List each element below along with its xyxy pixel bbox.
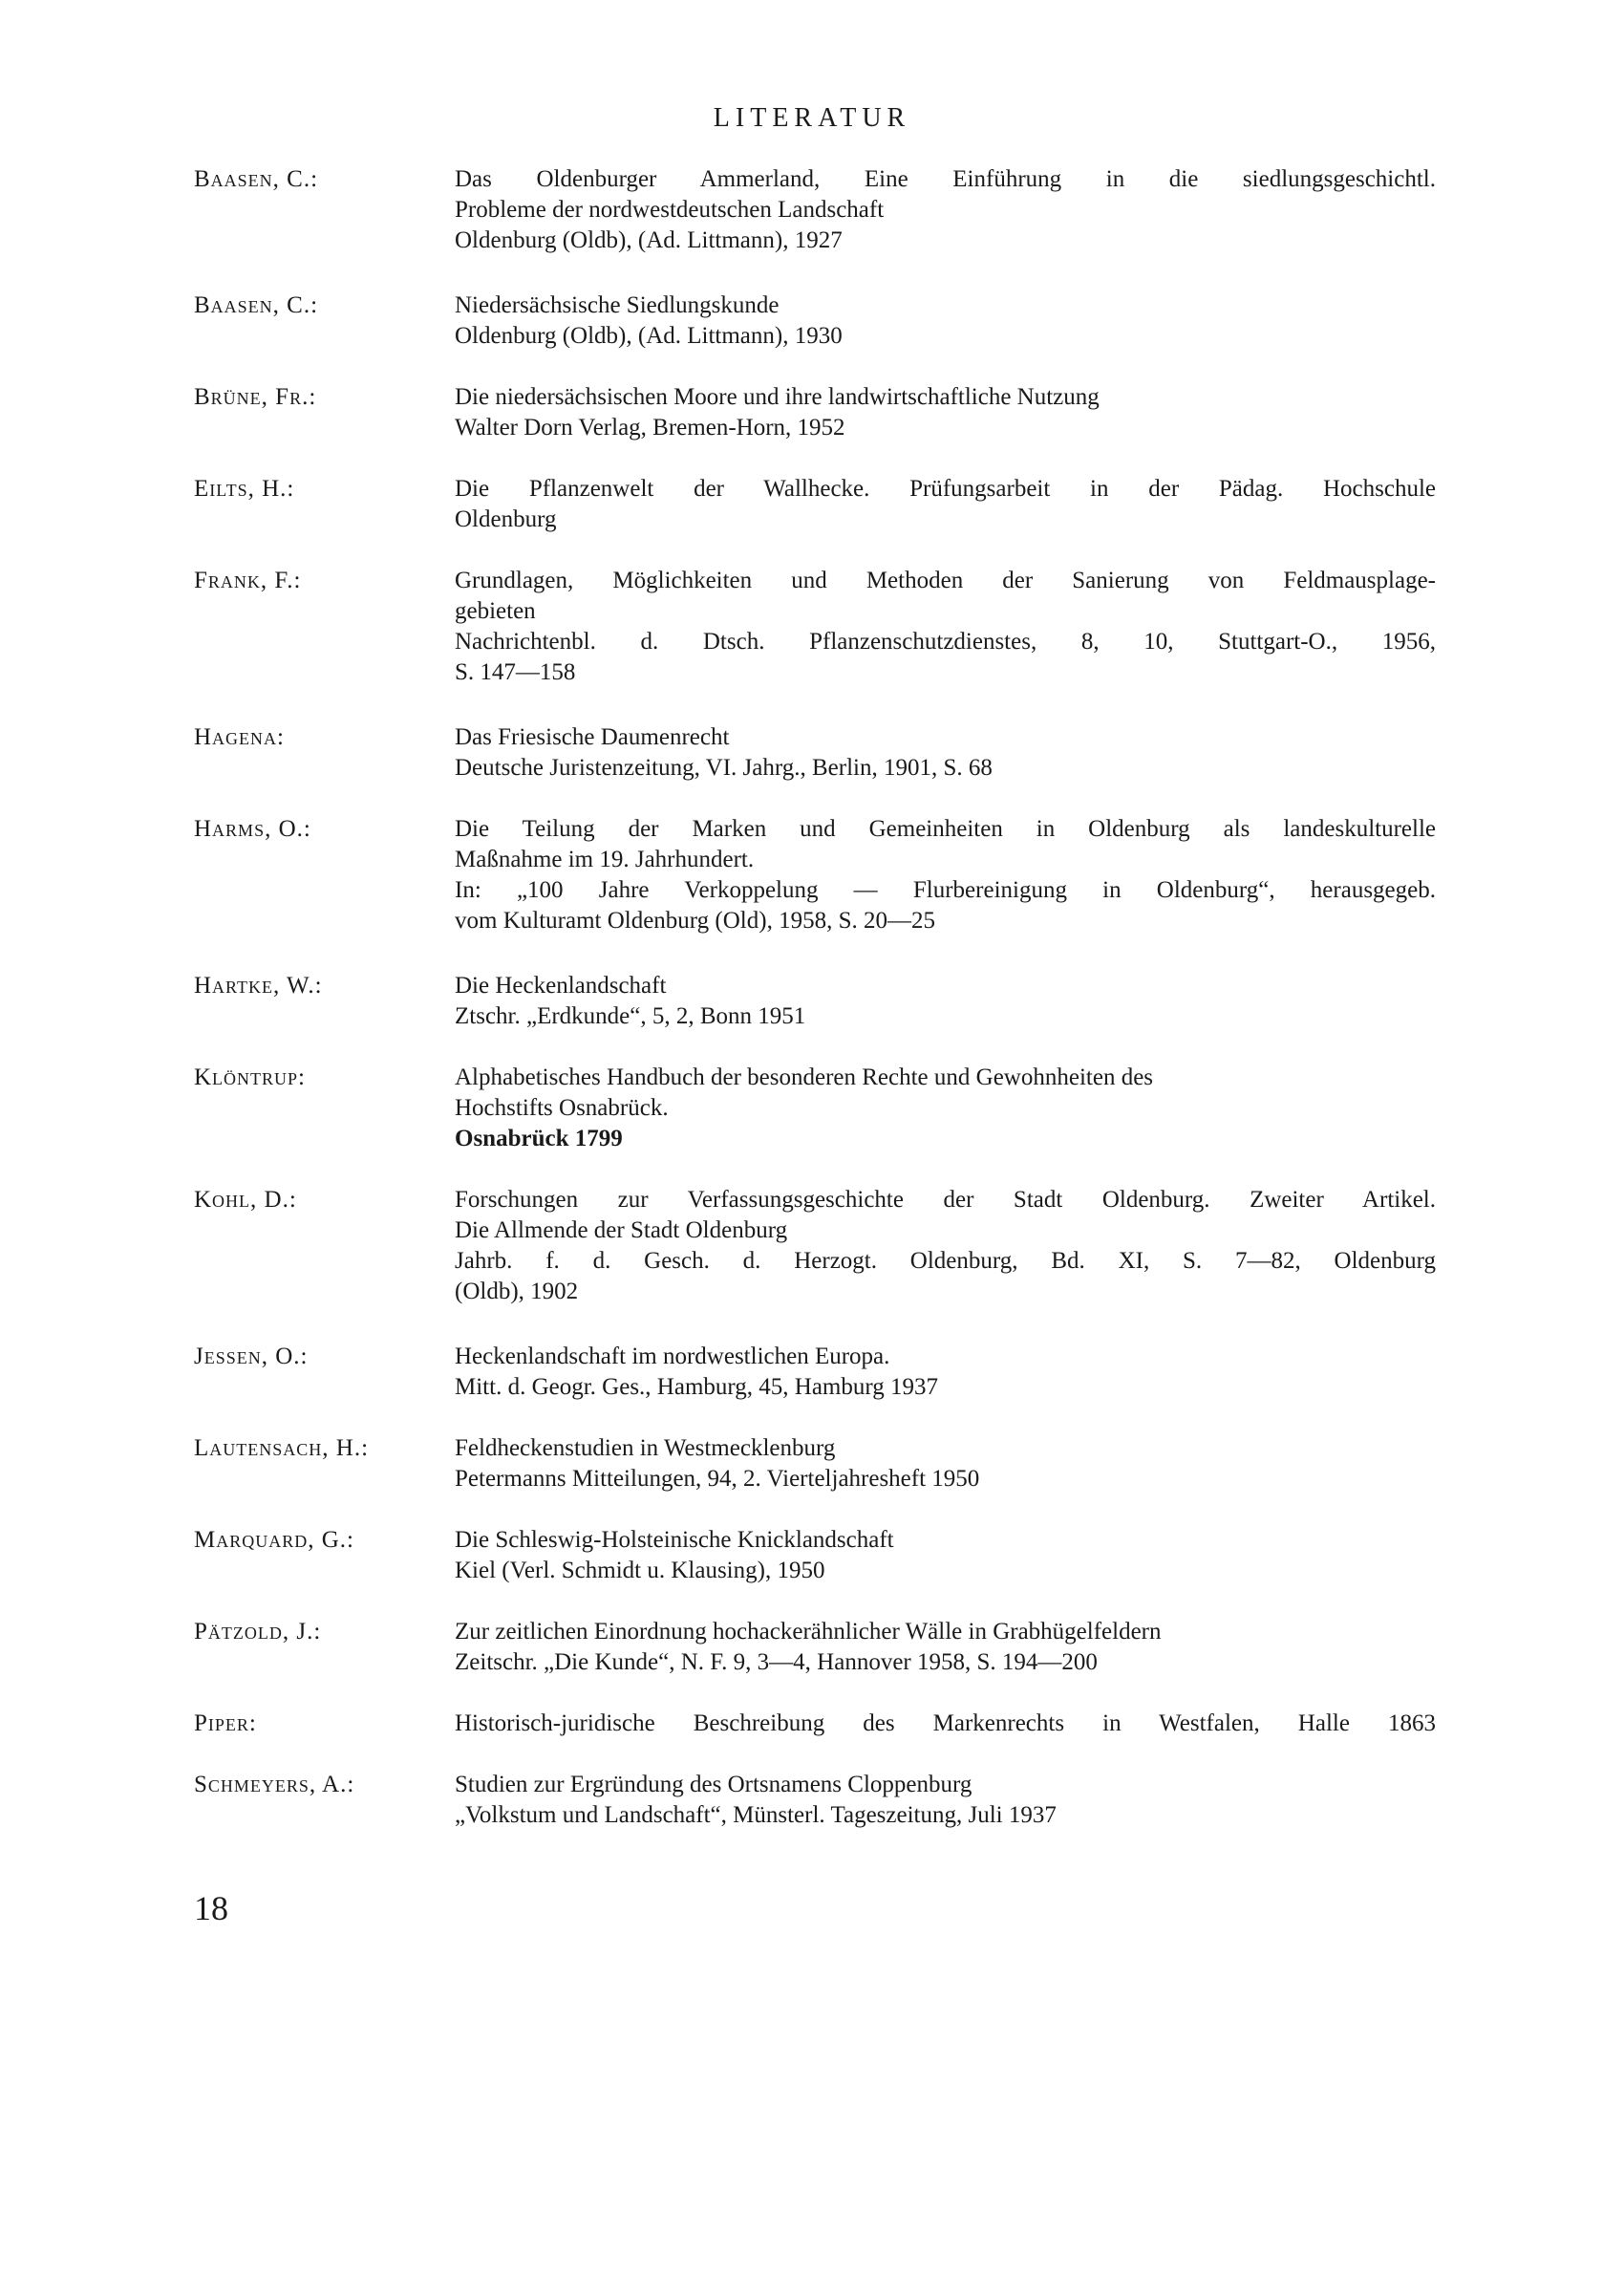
entry-reference [455,290,1436,352]
bibliography-entry [194,164,1436,256]
entry-reference-line: Die Teilung der Marken und Gemeinheiten in Oldenburg als landeskulturelle [455,816,1436,842]
bibliography-entry [194,566,1436,688]
entry-reference-line: Das Friesische Daumenrecht [455,724,730,750]
bibliography-entry [194,1709,1436,1739]
entry-reference-line: Niedersächsische Siedlungskunde [455,292,780,318]
bibliography-entry [194,1433,1436,1494]
entry-reference [455,1617,1436,1678]
entry-reference-line: Oldenburg (Oldb), (Ad. Littmann), 1927 [455,227,843,253]
entry-reference-line: Forschungen zur Verfassungsgeschichte der Stadt Oldenburg. Zweiter Artikel. [455,1187,1436,1213]
entry-reference-line: Das Oldenburger Ammerland, Eine Einführung in die siedlungsgeschichtl. [455,166,1436,192]
entry-author: Brüne, Fr.: [194,384,317,410]
entry-author: Hagena: [194,724,285,750]
entry-reference [455,1525,1436,1586]
bibliography-entry [194,474,1436,535]
entry-reference-line: Petermanns Mitteilungen, 94, 2. Vierteljahresheft 1950 [455,1466,980,1492]
entry-reference-line: Ztschr. „Erdkunde“, 5, 2, Bonn 1951 [455,1003,806,1029]
entry-author: Lautensach, H.: [194,1435,370,1461]
page-number: 18 [194,1889,228,1927]
bibliography-entry [194,1525,1436,1586]
entry-reference-line: In: „100 Jahre Verkoppelung — Flurbereinigung in Oldenburg“, herausgegeb. [455,877,1436,903]
bibliography-entry [194,290,1436,352]
entry-reference [455,474,1436,535]
entry-reference-line: Probleme der nordwestdeutschen Landschaft [455,197,885,223]
entry-author: Kohl, D.: [194,1187,297,1213]
entry-reference-line: Die Allmende der Stadt Oldenburg [455,1217,788,1243]
page-title: LITERATUR [713,103,911,133]
entry-author: Baasen, C.: [194,292,319,318]
entry-reference-line: S. 147—158 [455,659,576,685]
entry-author: Eilts, H.: [194,476,295,502]
entry-reference-line: Oldenburg (Oldb), (Ad. Littmann), 1930 [455,323,843,349]
entry-author: Frank, F.: [194,568,302,593]
entry-reference-line: Osnabrück 1799 [455,1126,623,1151]
entry-author: Jessen, O.: [194,1344,309,1369]
entry-reference-line: Heckenlandschaft im nordwestlichen Europa. [455,1344,890,1369]
entry-reference-line: Zeitschr. „Die Kunde“, N. F. 9, 3—4, Hannover 1958, S. 194—200 [455,1649,1098,1675]
bibliography-entry [194,382,1436,443]
entry-reference [455,1342,1436,1403]
entry-reference [455,382,1436,443]
bibliography-entry [194,814,1436,936]
bibliography-entry [194,1617,1436,1678]
entry-author: Pätzold, J.: [194,1619,322,1645]
entry-author: Hartke, W.: [194,973,323,999]
bibliography-entry [194,1063,1436,1154]
entry-reference [455,566,1436,688]
entry-reference-line: Mitt. d. Geogr. Ges., Hamburg, 45, Hamburg 1937 [455,1374,938,1400]
entry-reference-line: Deutsche Juristenzeitung, VI. Jahrg., Berlin, 1901, S. 68 [455,755,993,781]
entry-author: Baasen, C.: [194,166,319,192]
entry-reference-line: (Oldb), 1902 [455,1279,579,1304]
entry-reference [455,1185,1436,1307]
entry-reference-line: Walter Dorn Verlag, Bremen-Horn, 1952 [455,415,845,441]
bibliography-entry [194,722,1436,784]
entry-author: Harms, O.: [194,816,311,842]
entry-reference [455,1770,1436,1831]
entry-reference-line: Die Heckenlandschaft [455,973,667,999]
entry-author: Piper: [194,1710,257,1736]
entry-reference-line: Oldenburg [455,506,557,532]
entry-reference-line: Studien zur Ergründung des Ortsnamens Cloppenburg [455,1772,972,1797]
entry-reference-line: „Volkstum und Landschaft“, Münsterl. Tageszeitung, Juli 1937 [455,1802,1057,1828]
entry-reference-line: vom Kulturamt Oldenburg (Old), 1958, S. 20—25 [455,908,935,934]
entry-reference [455,971,1436,1032]
bibliography-entry [194,1770,1436,1831]
entry-reference-line: gebieten [455,598,536,624]
entry-author: Schmeyers, A.: [194,1772,355,1797]
bibliography-entry [194,1185,1436,1307]
entry-author: Klöntrup: [194,1064,307,1090]
entry-reference [455,814,1436,936]
entry-author: Marquard, G.: [194,1527,354,1553]
entry-reference [455,1433,1436,1494]
entry-reference-line: Hochstifts Osnabrück. [455,1095,669,1121]
entry-reference-line: Die Pflanzenwelt der Wallhecke. Prüfungsarbeit in der Pädag. Hochschule [455,476,1436,502]
entry-reference-line: Alphabetisches Handbuch der besonderen Rechte und Gewohnheiten des [455,1064,1154,1090]
entry-reference-line: Kiel (Verl. Schmidt u. Klausing), 1950 [455,1558,825,1583]
entry-reference-line: Zur zeitlichen Einordnung hochackerähnlicher Wälle in Grabhügelfeldern [455,1619,1162,1645]
entry-reference [455,164,1436,256]
entry-reference-line: Die niedersächsischen Moore und ihre landwirtschaftliche Nutzung [455,384,1100,410]
entry-reference-line: Grundlagen, Möglichkeiten und Methoden der Sanierung von Feldmausplage- [455,568,1436,593]
entry-reference-line: Historisch-juridische Beschreibung des Markenrechts in Westfalen, Halle 1863 [455,1710,1436,1736]
entry-reference [455,722,1436,784]
entry-reference-line: Feldheckenstudien in Westmecklenburg [455,1435,836,1461]
entry-reference-line: Maßnahme im 19. Jahrhundert. [455,847,755,872]
entry-reference-line: Nachrichtenbl. d. Dtsch. Pflanzenschutzdienstes, 8, 10, Stuttgart-O., 1956, [455,629,1436,655]
entry-reference [455,1709,1436,1739]
entry-reference-line: Jahrb. f. d. Gesch. d. Herzogt. Oldenburg, Bd. XI, S. 7—82, Oldenburg [455,1248,1436,1274]
entry-reference-line: Die Schleswig-Holsteinische Knicklandschaft [455,1527,894,1553]
entry-reference [455,1063,1436,1154]
bibliography-entry [194,971,1436,1032]
bibliography-entry [194,1342,1436,1403]
